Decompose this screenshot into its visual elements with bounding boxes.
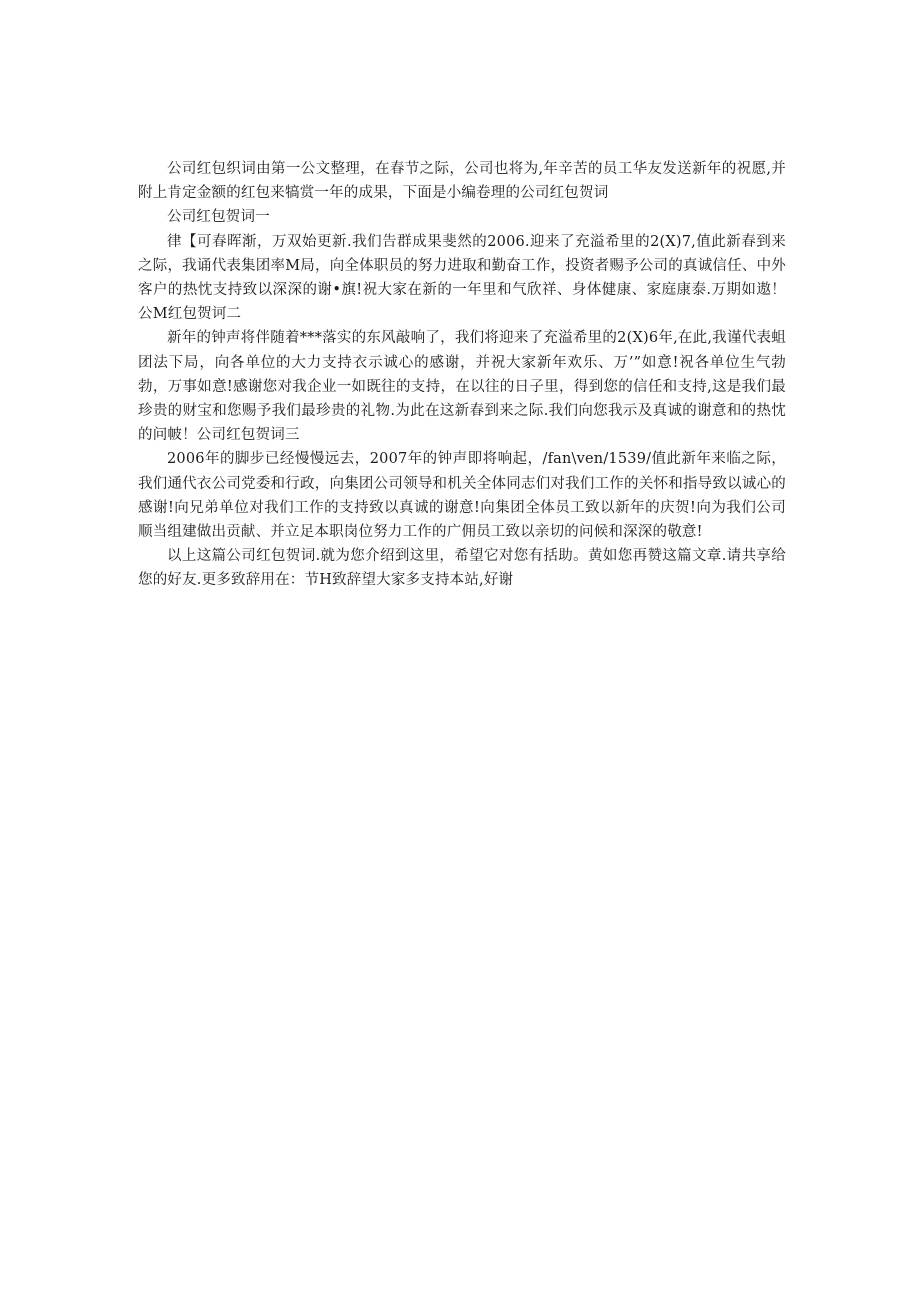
greeting-paragraph-2: 新年的钟声将伴随着***落实的东风敲响了，我们将迎来了充溢希里的2(X)6年,在此,我谨代表蛆团法下局，向各单位的大力支持衣示诚心的感谢，并祝大家新年欢乐、万’”如意!祝各单位生气勃勃，万事如意!感谢您对我企业一如既往的支持，在以往的日子里，得到您的信任和支持,这是我们最珍贵的财宝和您赐予我们最珍贵的礼物.为此在这新春到来之际.我们向您我示及真诚的谢意和的热忱的问帔！公司红包贺词三 — [138, 330, 786, 444]
intro-paragraph: 公司红包织词由第一公文整理，在春节之际，公司也将为,年辛苦的员工华友发送新年的祝愿,并附上肯定金额的红包来犒赏一年的成果，下面是小编卷理的公司红包贺词 — [138, 161, 786, 202]
section-heading-1: 公司红包贺词一 — [167, 209, 270, 226]
document-body — [138, 157, 786, 593]
closing-paragraph: 以上这篇公司红包贺词.就为您介绍到这里，希望它对您有括助。黄如您再赞这篇文章.请共享给您的好友.更多致辞用在：节H致辞望大家多支持本站,好谢 — [138, 548, 786, 589]
greeting-paragraph-1: 律【可春晖渐，万双始更新.我们告群成果斐然的2006.迎来了充溢希里的2(X)7,值此新春到来之际，我诵代表集团率M局，向全体职员的努力进取和勤奋工作，投资者赐予公司的真诚信任、中外客户的热忱支持致以深深的谢•旗!祝大家在新的一年里和气欣祥、身体健康、家庭康泰.万期如遨！公M红包贺诃二 — [138, 233, 786, 323]
greeting-paragraph-3: 2006年的脚步已经慢慢远去，2007年的钟声即将响起，/fan\ven/1539/值此新年来临之际，我们通代衣公司党委和行政，向集团公司领导和机关全体同志们对我们工作的关怀和指导致以诚心的感谢!向兄弟单位对我们工作的支持致以真诚的谢意!向集团全体员工致以新年的庆贺!向为我们公司顺当组建做出贡献、并立足本职岗位努力工作的广佣员工致以亲切的问候和深深的敬意! — [138, 451, 786, 541]
